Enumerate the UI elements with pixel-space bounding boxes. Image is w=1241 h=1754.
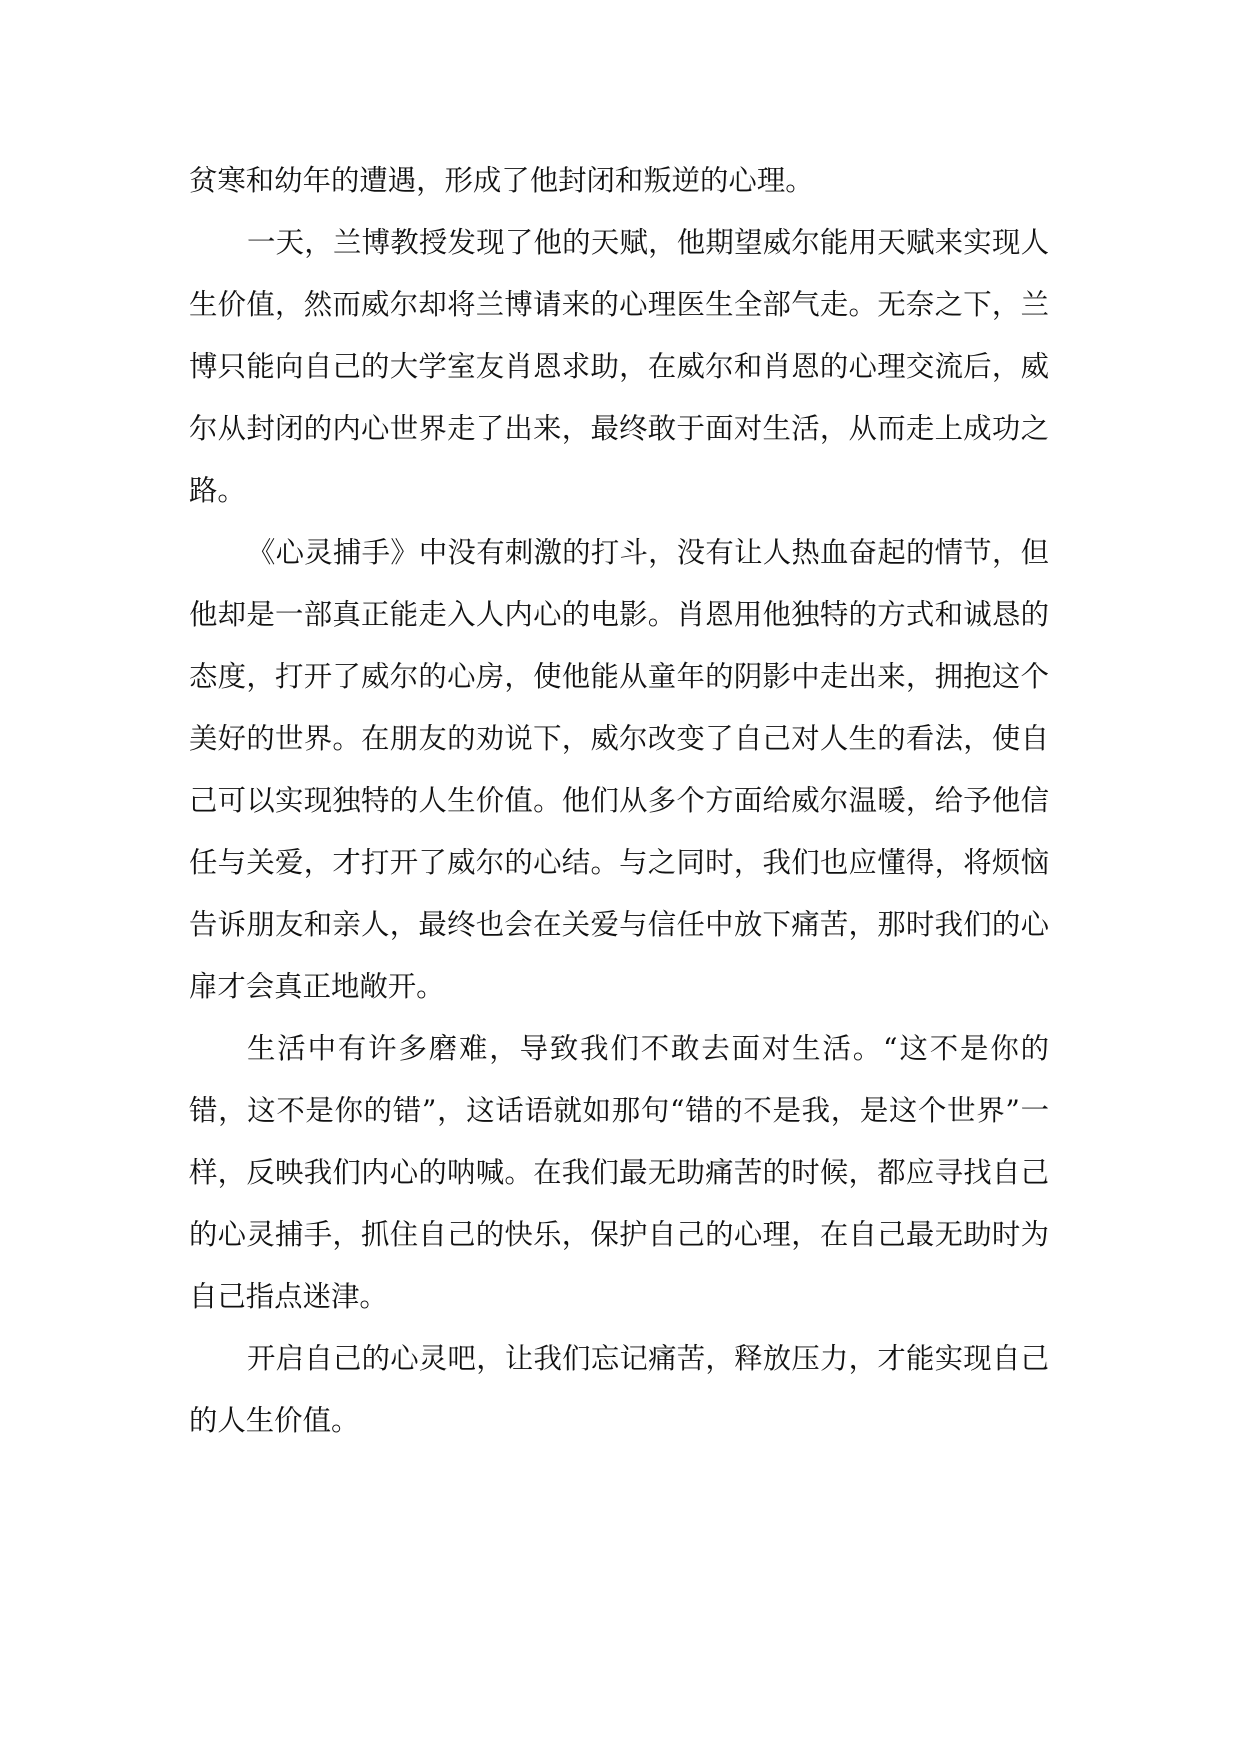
document-page	[189, 150, 1049, 1452]
paragraph-5: 开启自己的心灵吧，让我们忘记痛苦，释放压力，才能实现自己的人生价值。	[189, 1342, 1049, 1437]
paragraph-3: 《心灵捕手》中没有刺激的打斗，没有让人热血奋起的情节，但他却是一部真正能走入人内心的电影。肖恩用他独特的方式和诚恳的态度，打开了威尔的心房，使他能从童年的阴影中走出来，拥抱这个美好的世界。在朋友的劝说下，威尔改变了自己对人生的看法，使自己可以实现独特的人生价值。他们从多个方面给威尔温暖，给予他信任与关爱，才打开了威尔的心结。与之同时，我们也应懂得，将烦恼告诉朋友和亲人，最终也会在关爱与信任中放下痛苦，那时我们的心扉才会真正地敞开。	[189, 536, 1049, 1003]
paragraph-4: 生活中有许多磨难，导致我们不敢去面对生活。“这不是你的错，这不是你的错”，这话语就如那句“错的不是我，是这个世界”一样，反映我们内心的呐喊。在我们最无助痛苦的时候，都应寻找自己的心灵捕手，抓住自己的快乐，保护自己的心理，在自己最无助时为自己指点迷津。	[189, 1032, 1049, 1313]
paragraph-2: 一天，兰博教授发现了他的天赋，他期望威尔能用天赋来实现人生价值，然而威尔却将兰博请来的心理医生全部气走。无奈之下，兰博只能向自己的大学室友肖恩求助，在威尔和肖恩的心理交流后，威尔从封闭的内心世界走了出来，最终敢于面对生活，从而走上成功之路。	[189, 226, 1049, 507]
paragraph-1: 贫寒和幼年的遭遇，形成了他封闭和叛逆的心理。	[189, 164, 814, 197]
